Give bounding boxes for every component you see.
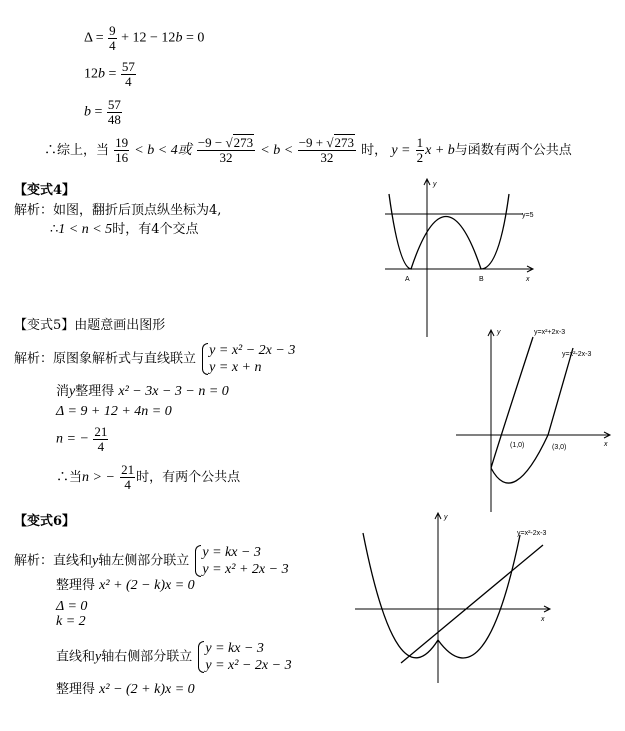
- v5-label-point1: (1,0): [510, 442, 525, 449]
- v6-system-a: [193, 544, 288, 578]
- frac-num: 57: [107, 97, 121, 112]
- v6-line1: [14, 544, 289, 578]
- v5-l2-prefix: 消: [56, 384, 70, 399]
- sqrt-273: 273: [334, 135, 355, 150]
- v4-label-y5: y=5: [522, 212, 534, 219]
- v5-line3: Δ = 9 + 12 + 4n = 0: [56, 404, 172, 419]
- v6-l1-prefix: 解析：直线和: [14, 553, 93, 569]
- v4-folded-curve: [389, 194, 509, 269]
- v5-l5-expr: n > −: [82, 470, 115, 485]
- v5-line1: [14, 342, 295, 376]
- v6-label-x: x: [541, 616, 545, 623]
- v4-label-y: y: [433, 181, 437, 188]
- fraction-plus-sqrt: $\frac{-9 + √273}{32}$: [298, 135, 355, 165]
- v6-l6-expr: x² − (2 + k)x = 0: [99, 682, 195, 697]
- v6-line4: k = 2: [56, 614, 86, 629]
- fraction-1-2: [416, 136, 425, 165]
- v5-label-point2: (3,0): [552, 444, 567, 451]
- v4-label-x: x: [526, 276, 530, 283]
- eq-sign: =: [105, 66, 117, 82]
- v5-l1-prefix: 解析：原图象解析式与直线联立: [14, 351, 197, 367]
- v6-sysa-eq2: y = x² + 2x − 3: [202, 562, 289, 577]
- v6-label-y: y: [444, 514, 448, 521]
- fraction-21-4: [93, 425, 108, 454]
- frac-den: 32: [320, 150, 334, 165]
- delta-equation-1: [84, 24, 204, 53]
- v6-system-b: [196, 640, 291, 674]
- summary-tail-text: 与函数有两个公共点: [454, 143, 572, 158]
- summary-when: 时，: [361, 143, 388, 158]
- equation-b: [84, 98, 123, 127]
- v6-l1-mid: 轴左侧部分联立: [98, 553, 190, 569]
- v5-heading: 【变式5】由题意画出图形: [14, 318, 166, 333]
- frac-num-a: −9 +: [298, 135, 327, 150]
- frac-num-a: −9 −: [197, 135, 226, 150]
- fraction-9-4: [108, 24, 117, 53]
- v5-system: [200, 342, 295, 376]
- v5-line2: [56, 384, 229, 400]
- v6-heading: 【变式6】: [14, 514, 76, 529]
- summary-range-2: < b <: [260, 143, 297, 158]
- var-y: y: [95, 649, 102, 665]
- v6-line6: [56, 682, 195, 698]
- v5-label-curve2: y=x²-2x-3: [562, 351, 592, 358]
- v6-l2-expr: x² + (2 − k)x = 0: [99, 578, 195, 593]
- frac-den: 48: [107, 112, 121, 127]
- eq-sign: =: [91, 104, 103, 120]
- v5-l5-prefix: ∴当: [56, 470, 83, 485]
- summary-prefix: ∴综上，当: [44, 143, 110, 158]
- delta-lhs: Δ =: [84, 30, 104, 46]
- fraction-57-4: [121, 60, 136, 89]
- summary-y: y =: [391, 143, 411, 158]
- v5-l4-lhs: n = −: [56, 431, 89, 447]
- v6-line2: [56, 578, 195, 594]
- v5-label-x: x: [604, 441, 608, 448]
- frac-den: 4: [109, 38, 116, 53]
- fraction-minus-sqrt: $\frac{-9 - √273}{32}$: [197, 135, 254, 165]
- var-y: y: [69, 384, 76, 399]
- frac-den: 32: [219, 150, 233, 165]
- frac-num: 57: [121, 59, 135, 74]
- fraction-57-48: [107, 98, 122, 127]
- v5-label-curve1: y=x²+2x-3: [534, 329, 566, 336]
- delta-eq: = 0: [182, 30, 205, 46]
- frac-den: 4: [124, 477, 131, 492]
- v4-expr: 1 < n < 5: [58, 222, 113, 237]
- v6-line: [401, 545, 543, 663]
- var-b: b: [175, 30, 183, 46]
- summary-range-1: < b < 4或: [134, 143, 192, 158]
- frac-den: 4: [125, 74, 132, 89]
- v6-sysa-eq1: y = kx − 3: [202, 545, 261, 560]
- v4-suffix: 时，有4个交点: [112, 222, 199, 237]
- v5-sys-eq2: y = x + n: [209, 360, 262, 375]
- v5-line5: [56, 463, 240, 492]
- sqrt-273: 273: [233, 135, 254, 150]
- v6-line3: Δ = 0: [56, 599, 88, 614]
- v4-heading: 【变式4】: [14, 183, 76, 198]
- v6-graph: [345, 505, 560, 685]
- v5-graph: [450, 320, 622, 515]
- v6-l5-prefix: 直线和: [56, 649, 96, 665]
- frac-num: 9: [109, 23, 116, 38]
- v5-l2-mid: 整理得: [75, 384, 115, 399]
- v6-l2-prefix: 整理得: [56, 578, 96, 593]
- v6-curve: [363, 533, 520, 658]
- v5-line4: [56, 425, 109, 454]
- v6-sysb-eq1: y = kx − 3: [205, 641, 264, 656]
- coef-12: 12: [84, 66, 98, 82]
- delta-rest: + 12 − 12: [117, 30, 176, 46]
- v5-label-y: y: [497, 329, 501, 336]
- var-b: b: [98, 66, 105, 82]
- summary-tail-expr: x + b: [425, 143, 455, 158]
- v5-l5-suffix: 时，有两个公共点: [136, 470, 241, 485]
- fraction-21-4: [120, 463, 135, 492]
- v6-label-curve: y=x²-2x-3: [517, 530, 547, 537]
- v6-l5-mid: 轴右侧部分联立: [101, 649, 193, 665]
- therefore: ∴: [50, 222, 59, 237]
- var-b: b: [84, 104, 91, 120]
- frac-num: 19: [115, 135, 129, 150]
- frac-num: 1: [416, 135, 424, 150]
- v4-graph: [375, 172, 545, 342]
- frac-den: 16: [115, 150, 129, 165]
- v4-line1: 解析：如图，翻折后顶点纵坐标为4,: [14, 203, 222, 218]
- v4-label-a: A: [405, 276, 410, 283]
- v6-sysb-eq2: y = x² − 2x − 3: [205, 658, 292, 673]
- v4-line2: [50, 222, 198, 238]
- equation-12b: [84, 60, 137, 89]
- v5-curve-2: [491, 348, 573, 483]
- v6-line5: [56, 640, 292, 674]
- frac-num: 21: [94, 424, 108, 439]
- var-y: y: [92, 553, 99, 569]
- v5-l2-expr: x² − 3x − 3 − n = 0: [118, 384, 229, 399]
- summary-line: [44, 136, 572, 165]
- v6-l6-prefix: 整理得: [56, 682, 96, 697]
- v4-label-b: B: [479, 276, 484, 283]
- frac-num: 21: [121, 462, 135, 477]
- v5-sys-eq1: y = x² − 2x − 3: [209, 343, 296, 358]
- frac-den: 4: [97, 439, 105, 454]
- frac-den: 2: [416, 150, 424, 165]
- fraction-19-16: [114, 136, 129, 165]
